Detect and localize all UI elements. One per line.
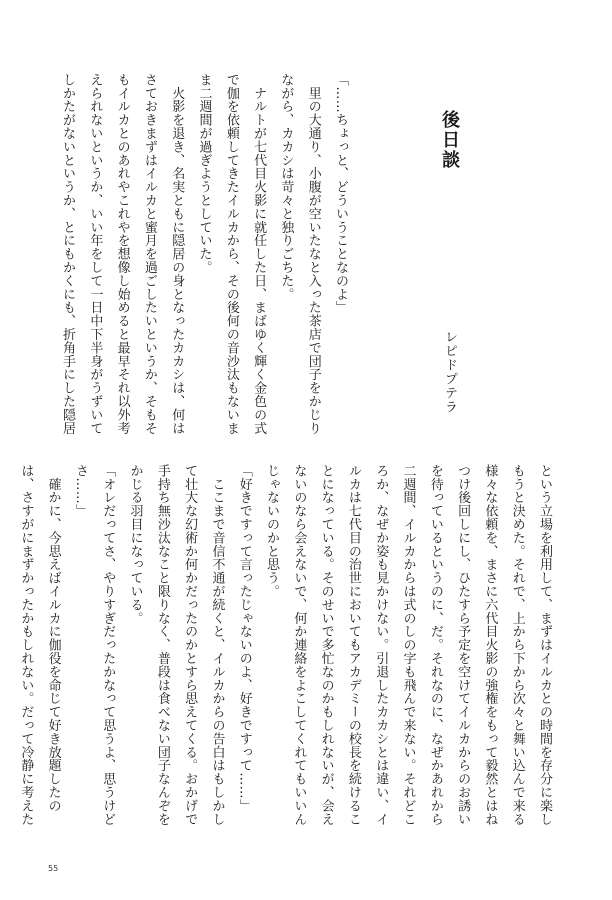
- story-title: 後日談: [439, 110, 460, 170]
- upper-text-line: しかたがないというか、とにもかくにも、折角手にした隠居: [60, 73, 76, 435]
- lower-text-line: もうと決めた。それで、上から下から次々と舞い込んで来る: [509, 464, 525, 826]
- lower-text-line: 確かに、今思えばイルカに伽役を命じて好き放題したの: [45, 464, 61, 813]
- upper-text-line: さておきまずはイルカと蜜月を過ごしたいというか、そもそ: [141, 73, 157, 435]
- upper-text-line: えられないというか、いい年をして一日中下半身がうずいて: [87, 73, 103, 435]
- upper-text-line: 里の大通り、小腹が空いたなと入った茶店で団子をかじり: [305, 73, 321, 435]
- lower-text-line: を待っているというのに、だ。それなのに、なぜかあれから: [427, 464, 443, 826]
- lower-text-line: ルカは七代目の治世においてもアカデミーの校長を続けるこ: [345, 464, 361, 826]
- upper-text-block: [54, 73, 354, 443]
- author-name: レピドプテラ: [442, 330, 457, 414]
- upper-text-line: もイルカとのあれやこれやを想像し始めると最早それ以外考: [114, 73, 130, 435]
- upper-text-line: ま二週間が過ぎようとしていた。: [196, 73, 212, 274]
- lower-text-line: 二週間、イルカからは式のしの字も飛んで来ない。それどこ: [400, 464, 416, 826]
- lower-text-line: つけ後回しにし、ひたすら予定を空けてイルカからのお誘い: [455, 464, 471, 826]
- lower-text-line: ろか、なぜか姿も見かけない。引退したカカシとは違い、イ: [373, 464, 389, 826]
- lower-text-line: じゃないのかと思う。: [264, 464, 280, 598]
- upper-text-line: で伽を依頼してきたイルカから、その後何の音沙汰もないま: [223, 73, 239, 435]
- lower-text-block: [12, 464, 558, 834]
- upper-text-line: 火影を退き、名実ともに隠居の身となったカカシは、何は: [169, 73, 185, 435]
- lower-text-line: ここまで音信不通が続くと、イルカからの告白はもしかし: [209, 464, 225, 826]
- lower-text-line: さ……」: [72, 464, 88, 518]
- lower-text-line: という立場を利用して、まずはイルカとの時間を存分に楽し: [537, 464, 552, 826]
- lower-text-line: 「好きですって言ったじゃないのよ、好きですって……」: [236, 464, 252, 813]
- lower-text-line: ないのなら会えないで、何か連絡をよこしてくれてもいいん: [291, 464, 307, 826]
- lower-text-line: 「オレだってさ、やりすぎだったかなって思うよ、思うけど: [100, 464, 116, 826]
- upper-text-line: ナルトが七代目火影に就任した日、まばゆく輝く金色の式: [251, 73, 267, 435]
- upper-text-line: 「……ちょっと、どういうことなのよ」: [333, 73, 348, 315]
- upper-text-line: ながら、カカシは苛々と独りごちた。: [278, 73, 294, 301]
- lower-text-line: とになっている。そのせいで多忙なのかもしれないが、会え: [318, 464, 334, 826]
- lower-text-line: 様々な依頼を、まさに六代目火影の強権をもって毅然とはね: [482, 464, 498, 826]
- lower-text-line: は、さすがにまずかったかもしれない。だって冷静に考えた: [18, 464, 34, 826]
- lower-text-line: 手持ち無沙汰なこと限りなく、普段は食べない団子なんぞを: [154, 464, 170, 826]
- page-number: 55: [48, 864, 59, 873]
- lower-text-line: て壮大な幻術か何かだったのかとすら思えてくる。おかげで: [182, 464, 198, 826]
- lower-text-line: かじる羽目になっている。: [127, 464, 143, 625]
